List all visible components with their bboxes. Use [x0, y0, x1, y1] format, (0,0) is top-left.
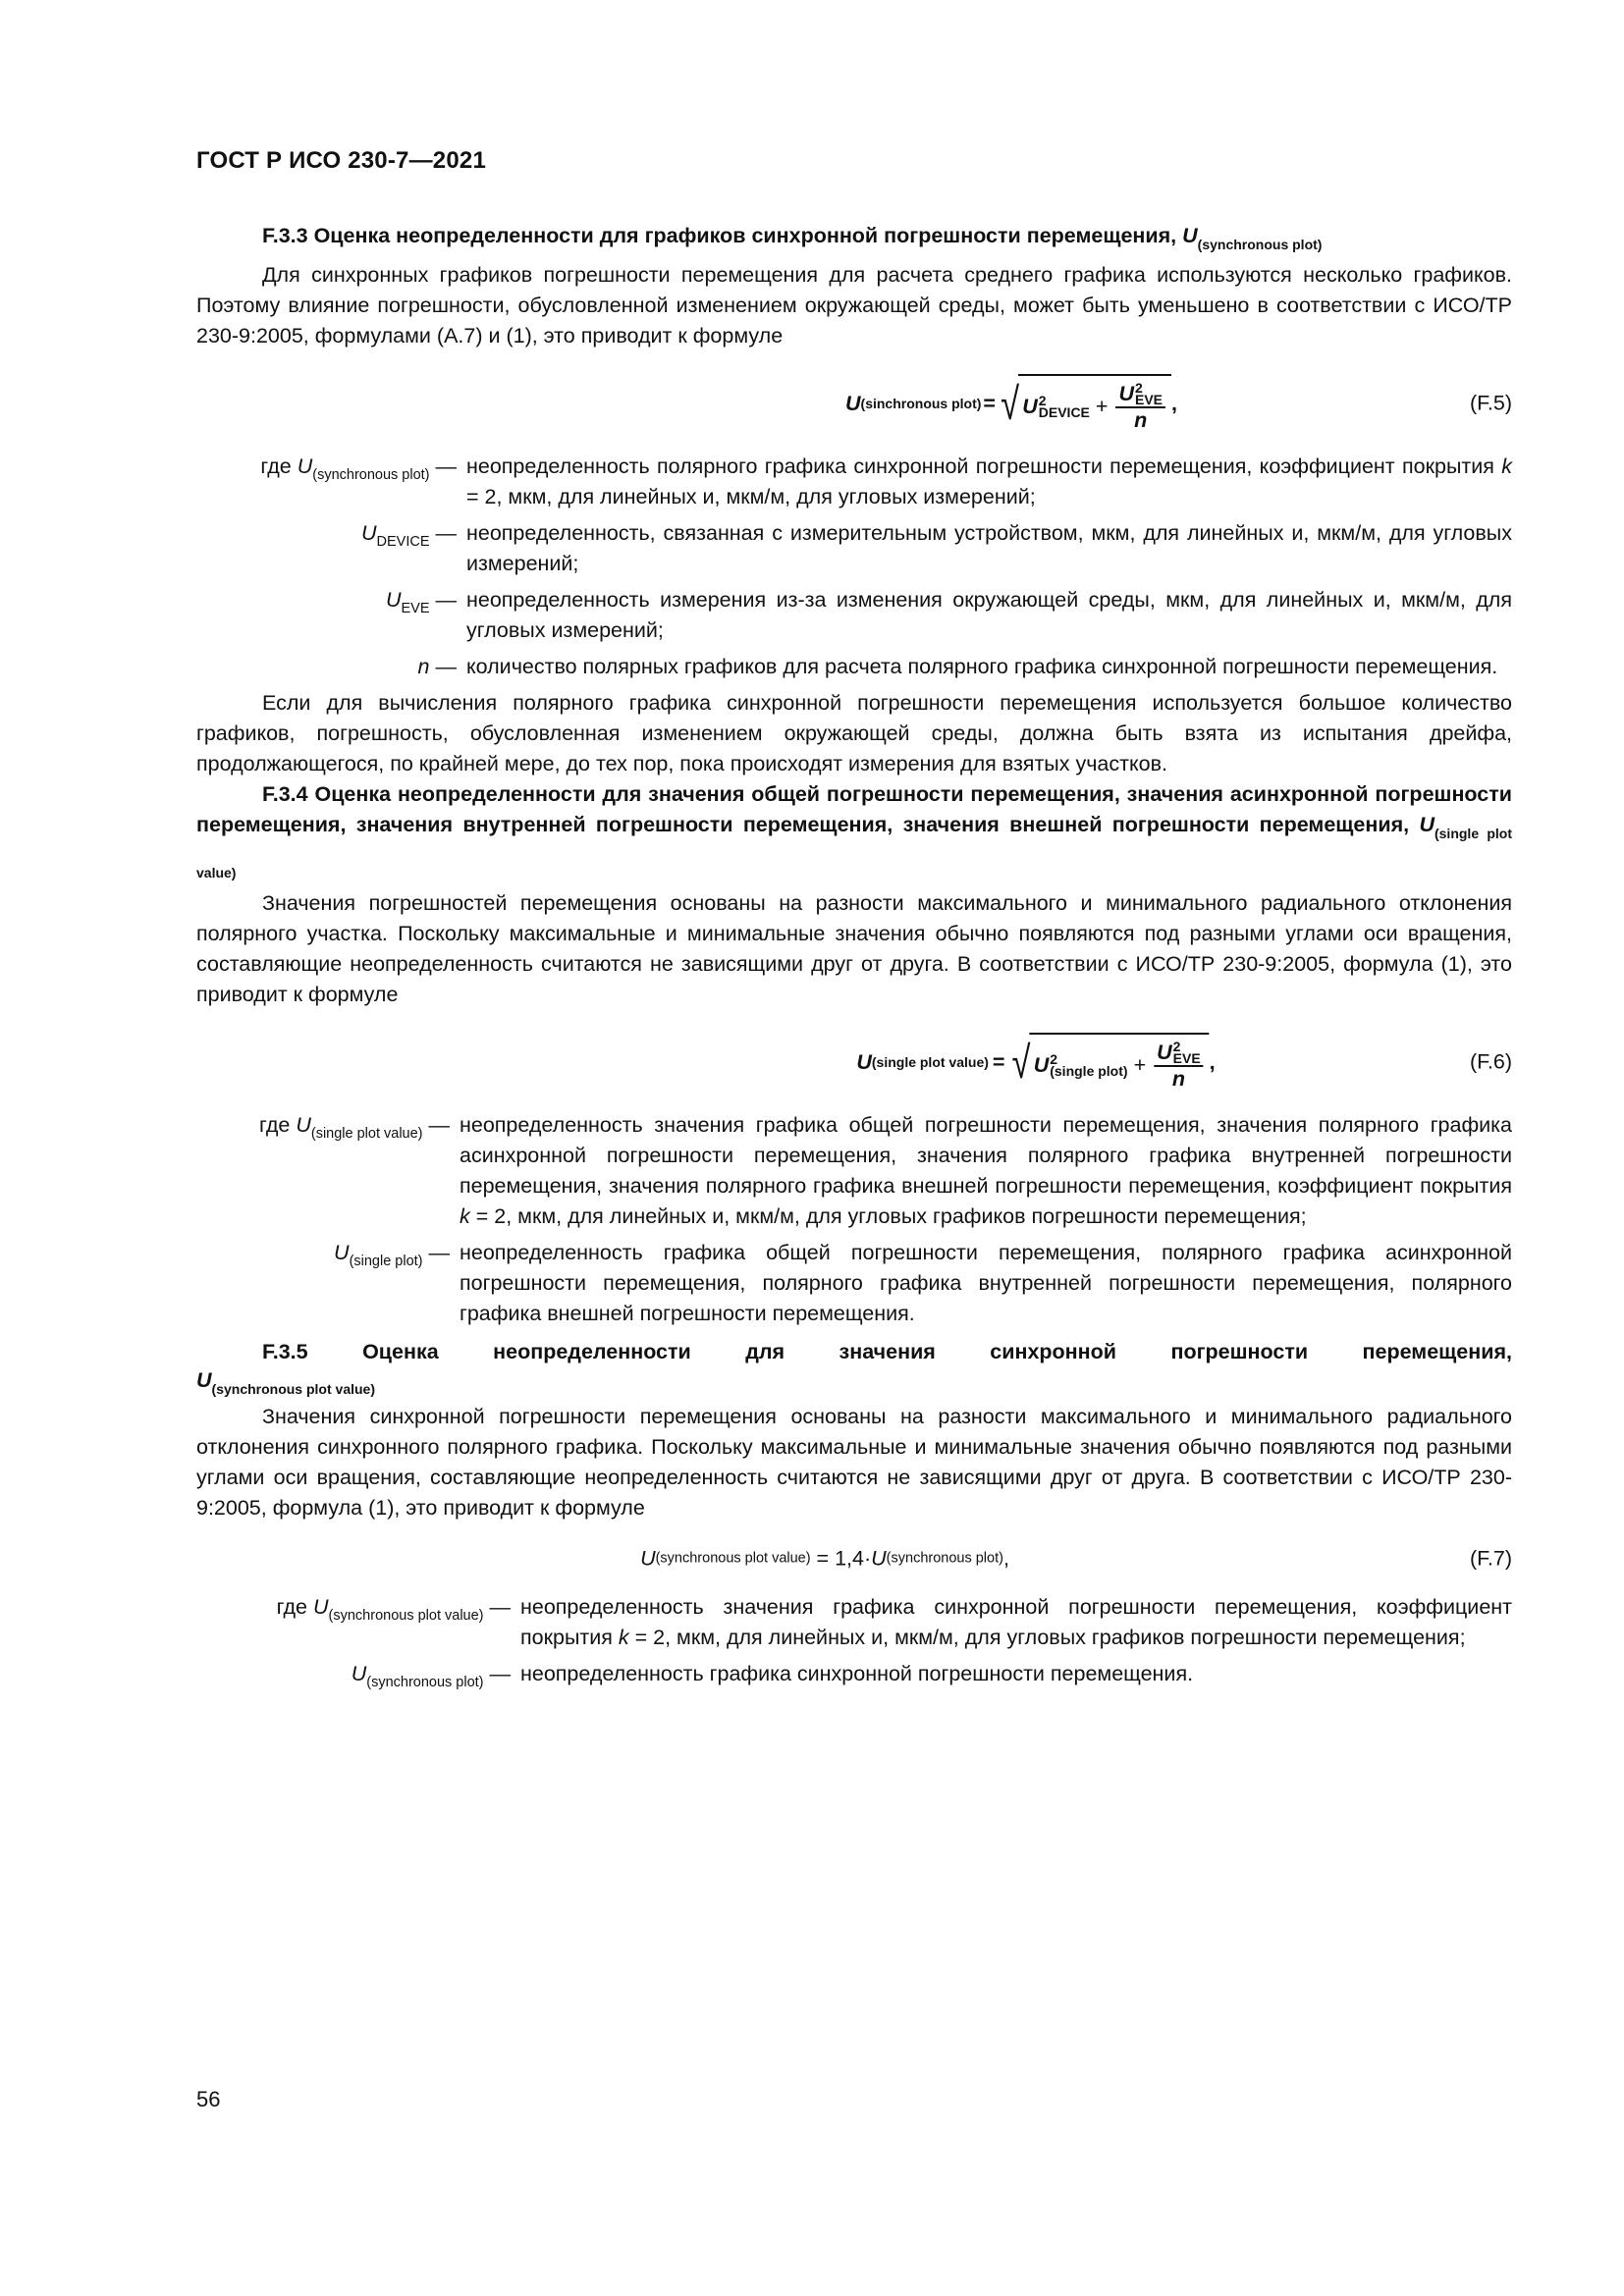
formula-f5: [196, 365, 1512, 442]
heading-text: F.3.4 Оценка неопределенности для значения общей погрешности перемещения, значения асинхронной погрешности перемещения, значения внутренней погрешности перемещения, значения внешней погрешности перемещения,: [196, 782, 1512, 836]
term1-symbol: U: [1022, 394, 1038, 418]
where-prefix: где: [276, 1595, 313, 1619]
numerator-subscript: EVE: [1172, 1049, 1201, 1066]
where-description: количество полярных графиков для расчета полярного графика синхронной погрешности перемещения.: [466, 655, 1498, 678]
where-subscript: (synchronous plot value): [328, 1608, 484, 1624]
term1-superscript: 2: [1038, 393, 1047, 408]
where-subscript: (synchronous plot): [312, 467, 430, 483]
radical-sign-icon: √: [1001, 378, 1020, 429]
where-desc-part: = 2, мкм, для линейных и, мкм/м, для угловых графиков погрешности перемещения;: [469, 1204, 1307, 1228]
numerator-subscript: EVE: [1134, 391, 1164, 407]
where-list-f7: [196, 1592, 1512, 1698]
page-number: 56: [196, 2087, 221, 2111]
where-term: [196, 518, 466, 579]
paragraph: Для синхронных графиков погрешности перемещения для расчета среднего графика используются несколько графиков. Поэтому влияние погрешности, обусловленной изменением окружающей среды, может быть уменьшено в соответствии с ИСО/ТР 230-9:2005, формулами (А.7) и (1), это приводит к формуле: [196, 263, 1512, 347]
where-desc-part: неопределенность значения графика общей погрешности перемещения, значения полярного графика асинхронной погрешности перемещения, значения полярного графика внутренней погрешности перемещения, значения полярного графика внешней погрешности перемещения, коэффициент покрытия: [460, 1113, 1512, 1198]
where-symbol: U: [351, 1662, 367, 1685]
heading-text: F.3.3 Оценка неопределенности для графиков синхронной погрешности перемещения,: [262, 224, 1177, 247]
term1-scripts: [1050, 1053, 1127, 1077]
where-prefix: где: [260, 454, 298, 478]
where-dash: —: [429, 588, 457, 612]
formula-equals: =: [992, 1049, 1005, 1074]
where-dash: —: [422, 1241, 450, 1264]
formula-rhs-symbol: U: [871, 1546, 887, 1571]
where-desc-part: неопределенность значения графика синхронной погрешности перемещения, коэффициент покрытия: [520, 1595, 1512, 1649]
paragraph: Значения синхронной погрешности перемещения основаны на разности максимального и минимального радиального отклонения синхронного полярного графика. Поскольку максимальные и минимальные значения обычно появляются под разными углами оси вращения, составляющие неопределенность считаются не зависящими друг от друга. В соответствии с ИСО/ТР 230-9:2005, формула (1), это приводит к формуле: [196, 1405, 1512, 1520]
where-dash: —: [429, 521, 457, 545]
numerator-scripts: [1134, 379, 1164, 407]
where-symbol: U: [360, 521, 377, 545]
numerator-superscript: 2: [1134, 379, 1143, 396]
term1-superscript: 2: [1050, 1051, 1058, 1067]
formula-comma: ,: [1171, 391, 1177, 415]
sqrt-body: [1018, 374, 1171, 433]
formula-number: (F.5): [1470, 391, 1512, 415]
where-symbol: U: [297, 454, 313, 478]
where-description: неопределенность графика общей погрешности перемещения, полярного графика асинхронной погрешности перемещения, полярного графика внутренней погрешности перемещения, полярного графика внешней погрешности перемещения.: [460, 1241, 1512, 1325]
formula-lhs-symbol: U: [845, 391, 861, 415]
document-body: [196, 221, 1512, 1704]
formula-lhs-subscript: (single plot value): [871, 1053, 989, 1070]
fraction-denominator: n: [1134, 407, 1148, 432]
where-symbol: n: [417, 655, 430, 678]
where-desc-k: k: [1501, 454, 1512, 478]
formula-sqrt: [998, 374, 1171, 433]
where-term: [196, 1238, 460, 1329]
term1-symbol: U: [1033, 1052, 1050, 1077]
where-desc-part: неопределенность полярного графика синхронной погрешности перемещения, коэффициент покрытия: [466, 454, 1502, 478]
formula-lhs-subscript: (sinchronous plot): [860, 395, 982, 411]
heading-subscript: (synchronous plot value): [211, 1381, 375, 1397]
term1-subscript: DEVICE: [1038, 404, 1090, 420]
fraction-numerator: [1154, 1038, 1204, 1067]
where-dash: —: [483, 1662, 511, 1685]
formula-f7: [196, 1533, 1512, 1584]
where-term: [196, 585, 466, 646]
formula-lhs-subscript: (synchronous plot value): [655, 1550, 811, 1567]
where-symbol: U: [313, 1595, 329, 1619]
numerator-symbol: U: [1118, 381, 1134, 405]
radical-sign-icon: √: [1011, 1037, 1031, 1088]
where-description: неопределенность измерения из-за изменения окружающей среды, мкм, для линейных и, мкм/м, для угловых измерений;: [466, 588, 1512, 642]
where-term: [196, 1592, 520, 1653]
term1-subscript: (single plot): [1050, 1063, 1128, 1079]
section-heading-f33: [196, 221, 1512, 260]
where-description: [460, 1110, 1512, 1232]
where-list-f6: [196, 1110, 1512, 1329]
where-description: неопределенность, связанная с измерительным устройством, мкм, для линейных и, мкм/м, для угловых измерений;: [466, 521, 1512, 575]
where-term: [196, 652, 466, 682]
section-heading-f34: [196, 779, 1512, 888]
formula-number: (F.7): [1470, 1546, 1512, 1571]
where-symbol: U: [334, 1241, 350, 1264]
numerator-symbol: U: [1157, 1040, 1172, 1064]
heading-symbol: U: [196, 1368, 212, 1392]
formula-lhs-symbol: U: [640, 1546, 656, 1571]
numerator-superscript: 2: [1172, 1038, 1181, 1054]
where-subscript: EVE: [401, 601, 430, 616]
where-prefix: где: [258, 1113, 297, 1137]
where-desc-k: k: [618, 1626, 629, 1649]
formula-expression: [856, 1033, 1215, 1092]
where-desc-part: = 2, мкм, для линейных и, мкм/м, для угловых графиков погрешности перемещения;: [628, 1626, 1466, 1649]
where-dash: —: [422, 1113, 450, 1137]
fraction-denominator: n: [1171, 1066, 1185, 1091]
where-subscript: DEVICE: [376, 534, 430, 550]
formula-fraction: [1115, 379, 1165, 432]
heading-symbol: U: [1182, 224, 1198, 247]
term1-scripts: [1039, 395, 1090, 418]
section-heading-f35: F.3.5 Оценка неопределенности для значения синхронной погрешности перемещения,: [262, 1340, 1512, 1363]
formula-sqrt: [1008, 1033, 1209, 1092]
formula-expression: [640, 1544, 1009, 1575]
where-term: [196, 1110, 460, 1232]
where-subscript: (single plot value): [310, 1126, 423, 1142]
where-description: неопределенность графика синхронной погрешности перемещения.: [520, 1662, 1194, 1685]
where-symbol: U: [296, 1113, 311, 1137]
heading-subscript: (synchronous plot): [1197, 237, 1323, 252]
heading-symbol: U: [1419, 813, 1435, 836]
formula-fraction: [1154, 1038, 1204, 1091]
formula-rhs-subscript: (synchronous plot): [886, 1550, 1003, 1567]
heading-subscript: (single plot value): [196, 826, 1512, 881]
where-term: [196, 1659, 520, 1698]
where-dash: —: [429, 454, 457, 478]
numerator-scripts: [1172, 1038, 1201, 1066]
where-description: [466, 452, 1512, 512]
formula-equals: =: [983, 391, 996, 415]
formula-lhs-symbol: U: [856, 1049, 872, 1074]
formula-plus: +: [1095, 394, 1109, 418]
paragraph: Если для вычисления полярного графика синхронной погрешности перемещения используется большое количество графиков, погрешность, обусловленная изменением окружающей среды, должна быть взята из испытания дрейфа, продолжающегося, по крайней мере, до тех пор, пока происходят измерения для взятых участков.: [196, 691, 1512, 775]
section-heading-f35-symbol: [196, 1367, 1512, 1402]
sqrt-body: [1030, 1033, 1210, 1092]
where-desc-part: = 2, мкм, для линейных и, мкм/м, для угловых измерений;: [466, 485, 1036, 508]
where-desc-k: k: [460, 1204, 470, 1228]
where-term: [196, 452, 466, 512]
where-symbol: U: [385, 588, 402, 612]
paragraph: Значения погрешностей перемещения основаны на разности максимального и минимального радиального отклонения полярного участка. Поскольку максимальные и минимальные значения обычно появляются под разными углами оси вращения, составляющие неопределенность считаются не зависящими друг от друга. В соответствии с ИСО/ТР 230-9:2005, формула (1), это приводит к формуле: [196, 891, 1512, 1006]
where-subscript: (single plot): [349, 1254, 423, 1269]
where-dash: —: [483, 1595, 511, 1619]
formula-plus: +: [1133, 1052, 1147, 1077]
formula-expression: [845, 374, 1177, 433]
fraction-numerator: [1115, 379, 1165, 408]
formula-comma: ,: [1002, 1546, 1009, 1571]
formula-comma: ,: [1209, 1049, 1216, 1074]
where-list-f5: [196, 452, 1512, 682]
where-description: [520, 1592, 1512, 1653]
where-dash: —: [429, 655, 457, 678]
formula-number: (F.6): [1470, 1049, 1512, 1074]
formula-equals: = 1,4·: [810, 1546, 872, 1571]
formula-f6: [196, 1024, 1512, 1100]
document-code-header: ГОСТ Р ИСО 230-7—2021: [196, 147, 486, 174]
where-subscript: (synchronous plot): [366, 1675, 484, 1690]
